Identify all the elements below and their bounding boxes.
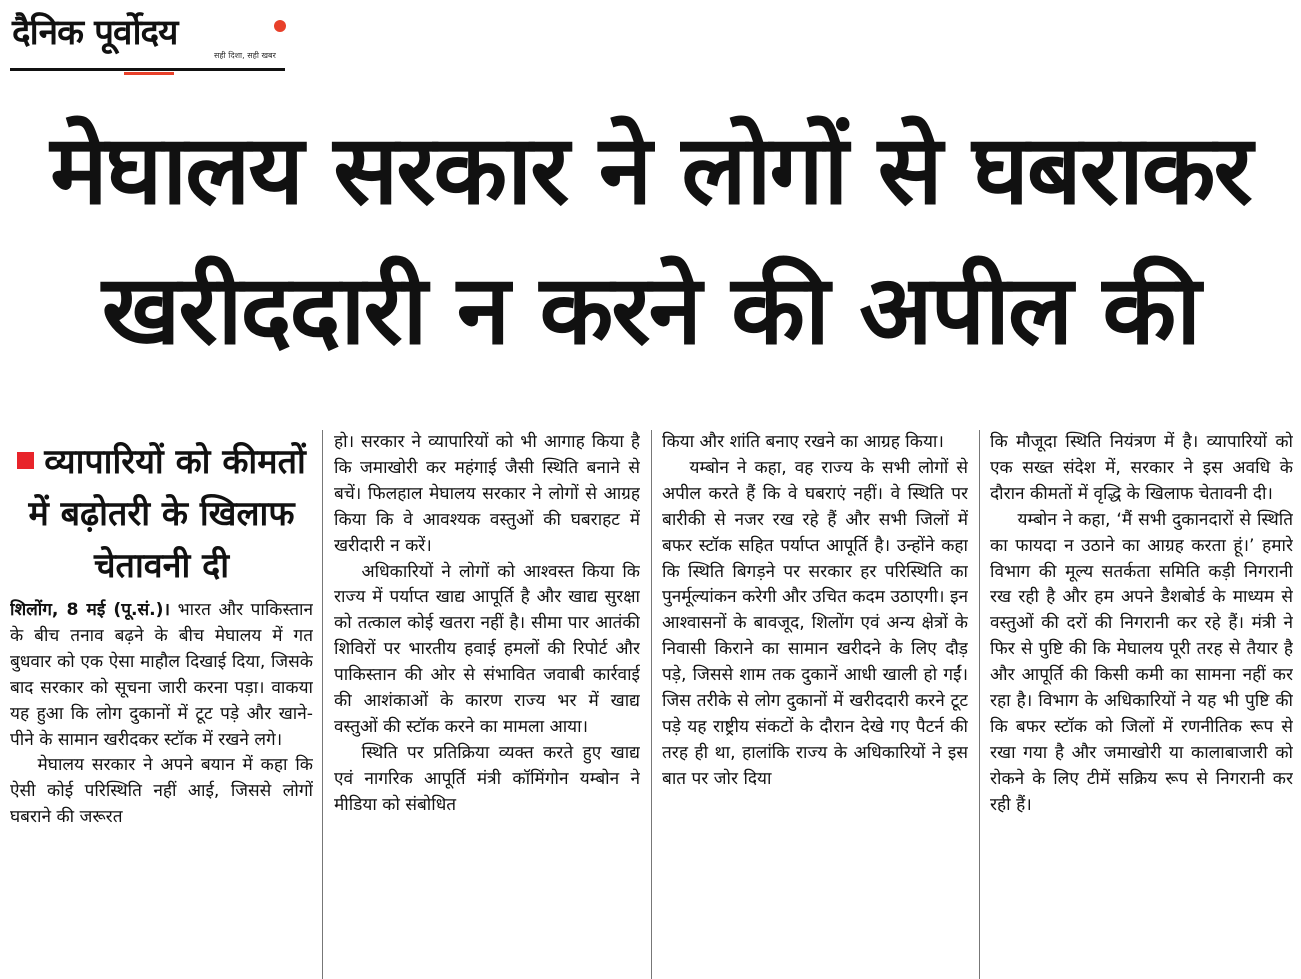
column-divider [322, 430, 323, 979]
red-square-bullet-icon [17, 452, 34, 469]
masthead-rule [10, 68, 285, 71]
headline-line-1: मेघालय सरकार ने लोगों से घबराकर [50, 114, 1251, 226]
article-column-2 [334, 430, 640, 979]
article-paragraph: यम्बोन ने कहा, वह राज्य के सभी लोगों से अपील करते हैं कि वे घबराएं नहीं। वे स्थिति पर बारीकी से नजर रख रहे हैं और सभी जिलों में बफर स्टॉक सहित पर्याप्त आपूर्ति है। उन्होंने कहा कि स्थिति बिगड़ने पर सरकार हर परिस्थिति का पुनर्मूल्यांकन करेगी और उचित कदम उठाएगी। इन आश्वासनों के बावजूद, शिलोंग एवं अन्य क्षेत्रों के निवासी किराने का सामान खरीदने के लिए दौड़ पड़े, जिससे शाम तक दुकानें आधी खाली हो गईं। जिस तरीके से लोग दुकानों में खरीददारी करने टूट पड़े यह राष्ट्रीय संकटों के दौरान देखे गए पैटर्न की तरह ही था, हालांकि राज्य के अधिकारियों ने इस बात पर जोर दिया [662, 457, 968, 789]
article-paragraph: किया और शांति बनाए रखने का आग्रह किया। [662, 432, 944, 452]
article-paragraph: अधिकारियों ने लोगों को आश्वस्त किया कि राज्य में पर्याप्त खाद्य आपूर्ति है और खाद्य सुरक्षा को तत्काल कोई खतरा नहीं है। सीमा पार आतंकी शिविरों पर भारतीय हवाई हमलों की रिपोर्ट और पाकिस्तान की ओर से संभावित जवाबी कार्रवाई की आशंकाओं के कारण राज्य भर में खाद्य वस्तुओं की स्टॉक करने का मामला आया। [334, 561, 640, 737]
article-paragraph: यम्बोन ने कहा, ‘मैं सभी दुकानदारों से स्थिति का फायदा न उठाने का आग्रह करता हूं।’ हमारे विभाग की मूल्य सतर्कता समिति कड़ी निगरानी रख रही है और हम अपने डैशबोर्ड के माध्यम से वस्तुओं की दरों की निगरानी कर रहे हैं। मंत्री ने फिर से पुष्टि की कि मेघालय पूरी तरह से तैयार है और आपूर्ति की किसी कमी का सामना नहीं कर रहा है। विभाग के अधिकारियों ने यह भी पुष्टि की कि बफर स्टॉक को जिलों में रणनीतिक रूप से रखा गया है और जमाखोरी या कालाबाजारी को रोकने के लिए टीमें सक्रिय रूप से निगरानी कर रही हैं। [990, 509, 1293, 815]
article-paragraph [10, 598, 313, 753]
deck-text: व्यापारियों को कीमतों में बढ़ोतरी के खिलाफ चेतावनी दी [28, 442, 306, 586]
paragraph-text: भारत और पाकिस्तान के बीच तनाव बढ़ने के बीच मेघालय में गत बुधवार को एक ऐसा माहौल दिखाई दिया, जिसके बाद सरकार को सूचना जारी करना पड़ा। वाकया यह हुआ कि लोग दुकानों में टूट पड़े और खाने-पीने के सामान खरीदकर स्टॉक में रखने लगे। [10, 600, 313, 750]
newspaper-logo: दैनिक पूर्वोदय [12, 13, 178, 53]
article-paragraph: स्थिति पर प्रतिक्रिया व्यक्त करते हुए खाद्य एवं नागरिक आपूर्ति मंत्री कॉमिंगोन यम्बोन ने मीडिया को संबोधित [334, 742, 640, 815]
article-column-3 [662, 430, 968, 979]
column-divider [651, 430, 652, 979]
article-paragraph: हो। सरकार ने व्यापारियों को भी आगाह किया है कि जमाखोरी कर महंगाई जैसी स्थिति बनाने से बचें। फिलहाल मेघालय सरकार ने लोगों से आग्रह किया कि वे आवश्यक वस्तुओं की घबराहट में खरीदारी न करें। [334, 432, 640, 556]
masthead-tagline: सही दिशा, सही खबर [214, 51, 276, 60]
dateline: शिलोंग, 8 मई (पू.सं.)। [10, 600, 171, 620]
column-divider [979, 430, 980, 979]
headline-line-2: खरीददारी न करने की अपील की [101, 254, 1200, 366]
masthead-accent-strip [124, 72, 174, 75]
logo-dot-icon [274, 20, 286, 32]
masthead [10, 6, 285, 72]
article-column-1 [10, 430, 313, 979]
article-column-4 [990, 430, 1293, 979]
article-paragraph: कि मौजूदा स्थिति नियंत्रण में है। व्यापारियों को एक सख्त संदेश में, सरकार ने इस अवधि के दौरान कीमतों में वृद्धि के खिलाफ चेतावनी दी। [990, 432, 1293, 504]
article-paragraph: मेघालय सरकार ने अपने बयान में कहा कि ऐसी कोई परिस्थिति नहीं आई, जिससे लोगों घबराने की जरूरत [10, 755, 313, 828]
article-deck [10, 436, 313, 592]
